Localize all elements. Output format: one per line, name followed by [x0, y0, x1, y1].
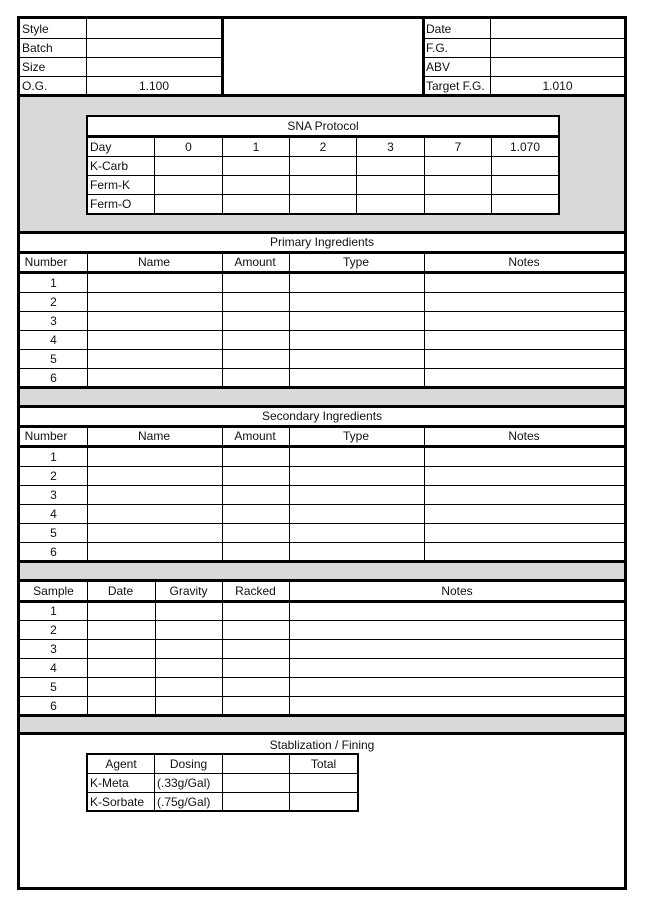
sample-col-sample: Sample [33, 584, 74, 598]
sample-row-6: 6 [50, 699, 57, 713]
primary-row-3: 3 [50, 314, 57, 328]
sample-row-1: 1 [50, 604, 57, 618]
sample-col-gravity: Gravity [169, 584, 208, 598]
stab-agent-ksorbate: K-Sorbate [90, 795, 145, 809]
separator-band [20, 717, 624, 732]
date-field[interactable] [491, 20, 624, 38]
date-label: Date [426, 22, 452, 36]
size-label: Size [22, 60, 46, 74]
brew-log-sheet [17, 16, 627, 890]
sna-row-kcarb: K-Carb [90, 159, 129, 173]
primary-col-notes: Notes [508, 255, 540, 269]
fg-field[interactable] [491, 39, 624, 57]
sna-row-fermo: Ferm-O [90, 197, 132, 211]
sna-day-3: 3 [387, 140, 394, 154]
style-label: Style [22, 22, 49, 36]
primary-row-4: 4 [50, 333, 57, 347]
sample-row-4: 4 [50, 661, 57, 675]
secondary-col-name: Name [137, 429, 170, 443]
target-fg-label: Target F.G. [426, 79, 485, 93]
secondary-row-4: 4 [50, 507, 57, 521]
secondary-row-5: 5 [50, 526, 57, 540]
sna-day-7: 7 [454, 140, 462, 154]
secondary-row-6: 6 [50, 545, 57, 559]
stabilization-title: Stablization / Fining [269, 738, 375, 752]
primary-col-amount: Amount [234, 255, 276, 269]
sample-row-5: 5 [50, 680, 57, 694]
sna-title: SNA Protocol [287, 119, 359, 133]
size-field[interactable] [87, 58, 221, 76]
sna-row-fermk: Ferm-K [90, 178, 130, 192]
stab-dosing-ksorbate: (.75g/Gal) [157, 795, 211, 809]
og-value[interactable]: 1.100 [138, 79, 170, 93]
sample-row-2: 2 [50, 623, 57, 637]
stab-col-blank [223, 755, 289, 773]
sna-day-2: 2 [319, 140, 327, 154]
sample-col-notes: Notes [441, 584, 473, 598]
sna-day-1: 1 [252, 140, 260, 154]
secondary-row-3: 3 [50, 488, 57, 502]
header-section [20, 19, 624, 95]
separator-band [20, 389, 624, 405]
secondary-row-2: 2 [50, 469, 57, 483]
og-label: O.G. [22, 79, 48, 93]
batch-field[interactable] [87, 39, 221, 57]
secondary-col-notes: Notes [508, 429, 540, 443]
primary-col-name: Name [137, 255, 170, 269]
primary-col-number: Number [24, 255, 68, 269]
sample-col-racked: Racked [235, 584, 276, 598]
stab-agent-kmeta: K-Meta [90, 776, 129, 790]
primary-title: Primary Ingredients [269, 235, 375, 249]
sample-row-3: 3 [50, 642, 57, 656]
stab-col-dosing: Dosing [169, 757, 208, 771]
fg-label: F.G. [426, 41, 449, 55]
abv-label: ABV [426, 60, 451, 74]
primary-row-1: 1 [50, 276, 57, 290]
secondary-col-number: Number [24, 429, 68, 443]
primary-col-type: Type [342, 255, 369, 269]
primary-row-2: 2 [50, 295, 57, 309]
abv-field[interactable] [491, 58, 624, 76]
sna-day-label: Day [90, 140, 112, 154]
stab-col-total: Total [310, 757, 337, 771]
sna-protocol-table [86, 115, 560, 215]
stab-dosing-kmeta: (.33g/Gal) [157, 776, 211, 790]
batch-label: Batch [22, 41, 53, 55]
separator-band [20, 563, 624, 579]
secondary-col-type: Type [342, 429, 369, 443]
style-field[interactable] [87, 20, 221, 38]
sample-col-date: Date [107, 584, 134, 598]
secondary-col-amount: Amount [234, 429, 276, 443]
stab-col-agent: Agent [105, 757, 137, 771]
stabilization-table [86, 753, 359, 812]
primary-row-6: 6 [50, 371, 57, 385]
secondary-row-1: 1 [50, 450, 57, 464]
primary-row-5: 5 [50, 352, 57, 366]
target-fg-value[interactable]: 1.010 [542, 79, 573, 93]
sna-day-0: 0 [185, 140, 192, 154]
secondary-title: Secondary Ingredients [261, 409, 383, 423]
sna-gravity-target: 1.070 [509, 140, 541, 154]
